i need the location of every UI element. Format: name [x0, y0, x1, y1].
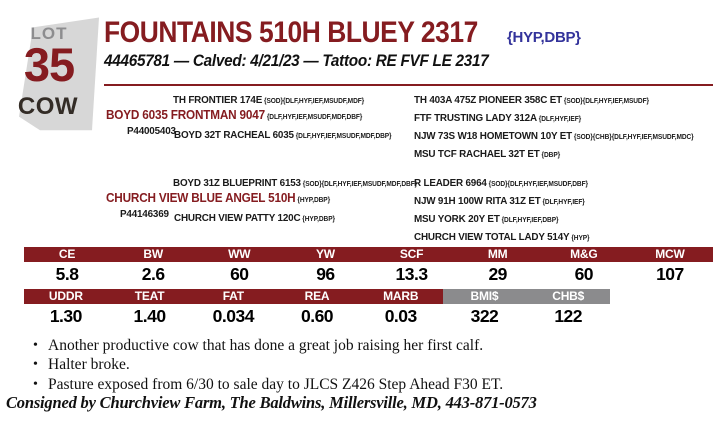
epd-header-row — [24, 247, 713, 262]
lot-label: LOT — [30, 24, 68, 43]
header-divider — [104, 84, 713, 86]
animal-name: CHURCH VIEW BLUE ANGEL 510H — [106, 191, 296, 205]
epd-header-ce: CE — [24, 247, 110, 262]
animal-name: NJW 91H 100W RITA 31Z ET — [414, 195, 541, 207]
animal-name: CHURCH VIEW TOTAL LADY 514Y — [414, 231, 570, 243]
note-text: Pasture exposed from 6/30 to sale day to JLCS Z426 Step Ahead F30 ET. — [48, 375, 504, 393]
pedigree-row-ancestor — [414, 227, 590, 245]
epd-table-secondary — [24, 289, 610, 327]
epd-value-scf: 13.3 — [395, 264, 428, 284]
consignor-line: Consigned by Churchview Farm, The Baldwins, Millersville, MD, 443-871-0573 — [6, 393, 537, 412]
bullet-icon: • — [33, 338, 38, 353]
epd-header-rea: REA — [275, 289, 359, 304]
animal-name: TH 403A 475Z PIONEER 358C ET — [414, 94, 562, 106]
notes-list — [33, 336, 503, 394]
animal-title: FOUNTAINS 510H BLUEY 2317 — [104, 16, 478, 49]
animal-name: FTF TRUSTING LADY 312A — [414, 112, 537, 124]
trait-tags: {DLF,HYF,IEF,DBP} — [501, 217, 559, 224]
epd-value-row — [24, 264, 713, 285]
epd-value-mg: 60 — [574, 264, 594, 284]
pedigree-row-ancestor — [414, 108, 581, 126]
epd-header-fat: FAT — [191, 289, 275, 304]
note-item — [33, 336, 503, 355]
epd-header-chb: CHB$ — [526, 289, 610, 304]
epd-value-ww: 60 — [230, 264, 249, 284]
trait-tags: {SOD}{DLF,HYF,IEF,MSUDF,DBF} — [488, 181, 588, 188]
epd-value-teat: 1.40 — [133, 306, 166, 326]
animal-name: R LEADER 6964 — [414, 177, 487, 189]
pedigree-row-ancestor — [414, 173, 588, 191]
lot-number: 35 — [23, 38, 75, 91]
bullet-icon: • — [33, 357, 38, 373]
animal-name: TH FRONTIER 174E — [173, 94, 263, 106]
trait-tags: {SOD}{DLF,HYF,IEF,MSUDF} — [563, 98, 649, 105]
trait-tags: {SOD}{DLF,HYF,IEF,MSUDF,MDF,DBF} — [302, 181, 418, 188]
epd-value-chb: 122 — [554, 306, 583, 326]
note-item — [33, 375, 503, 394]
pedigree-row-ancestor — [414, 90, 649, 108]
trait-tags: {DLF,HYF,IEF,MSUDF,MDF,DBF} — [266, 114, 363, 121]
animal-name: MSU TCF RACHAEL 32T ET — [414, 148, 540, 160]
epd-value-row — [24, 306, 610, 327]
lot-sex: COW — [17, 93, 79, 120]
trait-tags: {HYP,DBP} — [297, 197, 331, 204]
epd-header-scf: SCF — [369, 247, 455, 262]
note-item — [33, 355, 503, 374]
animal-name: MSU YORK 20Y ET — [414, 213, 500, 225]
epd-header-ww: WW — [196, 247, 282, 262]
animal-title-tags: {HYP,DBP} — [507, 29, 581, 46]
trait-tags: {DBP} — [541, 152, 561, 159]
epd-value-uddr: 1.30 — [49, 306, 82, 326]
epd-value-marb: 0.03 — [384, 306, 417, 326]
epd-value-rea: 0.60 — [300, 306, 334, 326]
animal-name: BOYD 6035 FRONTMAN 9047 — [106, 108, 265, 122]
epd-header-mm: MM — [455, 247, 541, 262]
epd-value-mm: 29 — [488, 264, 507, 284]
epd-header-uddr: UDDR — [24, 289, 108, 304]
epd-header-mcw: MCW — [627, 247, 713, 262]
epd-header-bmi: BMI$ — [443, 289, 527, 304]
pedigree-row-ancestor — [414, 126, 694, 144]
pedigree-row-ancestor — [414, 191, 585, 209]
pedigree-row-ancestor — [414, 209, 558, 227]
epd-value-ce: 5.8 — [55, 264, 79, 284]
pedigree-row-sire — [106, 106, 362, 124]
note-text: Another productive cow that has done a great job raising her first calf. — [48, 337, 484, 354]
bullet-icon: • — [33, 376, 38, 392]
trait-tags: {HYP,DBP} — [302, 216, 335, 223]
epd-value-fat: 0.034 — [212, 306, 254, 326]
epd-header-teat: TEAT — [108, 289, 192, 304]
epd-value-bmi: 322 — [470, 306, 499, 326]
pedigree-row-dam-granddam — [174, 208, 335, 226]
trait-tags: {DLF,HYF,IEF} — [542, 199, 585, 206]
animal-name: CHURCH VIEW PATTY 120C — [174, 212, 301, 224]
trait-tags: {SOD}{CHB}{DLF,HYF,IEF,MSUDF,MDC} — [573, 134, 694, 141]
animal-name: NJW 73S W18 HOMETOWN 10Y ET — [414, 130, 573, 142]
dam-registration-number: P44146369 — [120, 208, 169, 220]
trait-tags: {DLF,HYF,IEF,MSUDF,MDF,DBP} — [295, 133, 392, 140]
epd-header-mg: M&G — [541, 247, 627, 262]
pedigree-row-sire-granddam — [174, 125, 392, 143]
animal-name: BOYD 31Z BLUEPRINT 6153 — [173, 177, 301, 189]
epd-header-marb: MARB — [359, 289, 443, 304]
sire-registration-number: P44005403 — [127, 125, 176, 137]
animal-name: BOYD 32T RACHEAL 6035 — [174, 129, 294, 141]
epd-value-mcw: 107 — [656, 264, 684, 284]
pedigree-row-dam — [106, 189, 330, 207]
epd-header-yw: YW — [282, 247, 368, 262]
trait-tags: {DLF,HYF,IEF} — [538, 116, 582, 123]
epd-header-bw: BW — [110, 247, 196, 262]
epd-value-bw: 2.6 — [141, 264, 165, 284]
pedigree-row-ancestor — [414, 144, 560, 162]
note-text: Halter broke. — [48, 356, 130, 374]
epd-value-yw: 96 — [316, 264, 335, 284]
epd-table-primary — [24, 247, 713, 285]
trait-tags: {SOD}{DLF,HYF,IEF,MSUDF,MDF} — [264, 98, 365, 105]
trait-tags: {HYP} — [571, 235, 590, 242]
epd-header-row — [24, 289, 610, 304]
registration-line: 44465781 — Calved: 4/21/23 — Tattoo: RE FVF LE 2317 — [104, 51, 489, 70]
